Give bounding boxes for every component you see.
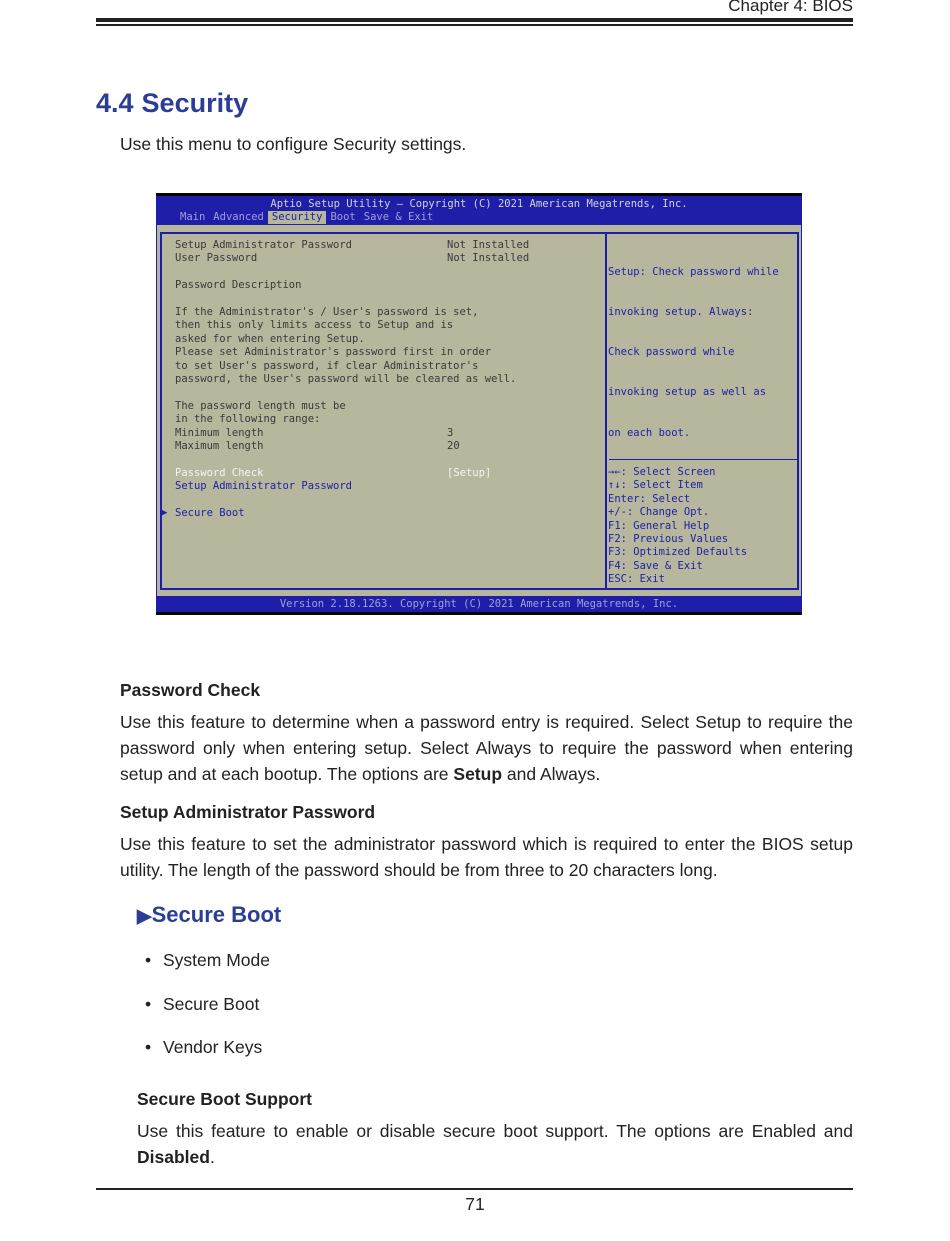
bios-footer: Version 2.18.1263. Copyright (C) 2021 American Megatrends, Inc. (279, 598, 679, 610)
bios-menu-bar (176, 211, 437, 224)
description-line: If the Administrator's / User's password is set, (175, 306, 479, 318)
password-description-heading: Password Description (175, 279, 302, 292)
description-line: to set User's password, if clear Administrator's (175, 359, 479, 372)
key-hint: →←: Select Screen (608, 466, 716, 478)
password-check-value[interactable]: [Setup] (447, 466, 492, 479)
key-hint: F1: General Help (608, 519, 710, 532)
setup-admin-password-item[interactable]: Setup Administrator Password (175, 480, 353, 493)
bios-screenshot (156, 193, 802, 615)
submenu-arrow-icon: ▶ (162, 508, 168, 518)
password-check-text: Use this feature to determine when a password entry is required. Select Setup to require the password only when entering setup. Select Always to require the password when entering setup and at each bootup. The options are (120, 712, 853, 784)
secure-boot-item[interactable]: Secure Boot (175, 507, 245, 519)
password-check-paragraph (120, 709, 853, 787)
secure-boot-title-text: Secure Boot (151, 902, 282, 927)
list-item: • Vendor Keys (145, 1037, 270, 1081)
key-hint: F3: Optimized Defaults (608, 546, 748, 559)
user-password-status: Not Installed (447, 252, 530, 265)
secure-boot-support-default: Disabled (137, 1147, 210, 1167)
setup-admin-heading: Setup Administrator Password (120, 802, 376, 822)
bios-title: Aptio Setup Utility – Copyright (C) 2021 American Megatrends, Inc. (270, 198, 688, 210)
help-line: Setup: Check password while (608, 265, 779, 278)
header-rule-thin (96, 24, 853, 26)
bios-key-legend (608, 466, 747, 587)
description-line: asked for when entering Setup. (175, 332, 365, 345)
length-line: The password length must be (175, 399, 346, 412)
key-hint: ESC: Exit (608, 573, 665, 586)
bios-menu-save-exit[interactable]: Save & Exit (363, 211, 434, 223)
header-rule (96, 18, 853, 22)
section-intro: Use this menu to configure Security settings. (120, 134, 467, 154)
setup-admin-paragraph: Use this feature to set the administrator password which is required to enter the BIOS setup utility. The length of the password should be from three to 20 characters long. (120, 834, 853, 880)
admin-password-label: Setup Administrator Password (175, 239, 353, 251)
list-item: • System Mode (145, 950, 270, 994)
section-title (96, 88, 248, 119)
bios-divider (605, 232, 607, 590)
password-check-default: Setup (453, 764, 503, 784)
key-hint: Enter: Select (608, 492, 691, 505)
key-hint: F4: Save & Exit (608, 559, 703, 572)
minimum-length-value: 3 (447, 426, 454, 439)
help-line: invoking setup as well as (608, 386, 767, 399)
maximum-length-value: 20 (447, 440, 460, 452)
user-password-label: User Password (175, 252, 258, 265)
password-check-heading: Password Check (120, 680, 261, 700)
password-check-text-end: and Always. (502, 764, 601, 784)
bios-menu-main[interactable]: Main (180, 211, 206, 223)
secure-boot-title (137, 902, 281, 928)
bios-help-text (608, 239, 779, 467)
key-hint: +/-: Change Opt. (608, 506, 710, 519)
section-title-text: Security (141, 88, 249, 118)
help-line: invoking setup. Always: (608, 306, 754, 319)
bios-menu-boot[interactable]: Boot (330, 211, 356, 223)
page-number: 71 (465, 1194, 485, 1214)
secure-boot-support-heading: Secure Boot Support (137, 1089, 313, 1109)
description-line: Please set Administrator's password first in order (175, 346, 492, 359)
section-number: 4.4 (96, 88, 134, 118)
help-line: Check password while (608, 346, 735, 359)
description-line: then this only limits access to Setup and is (175, 319, 454, 332)
secure-boot-support-text: Use this feature to enable or disable secure boot support. The options are Enabled and (137, 1121, 853, 1141)
bios-menu-advanced[interactable]: Advanced (213, 211, 264, 223)
minimum-length-label: Minimum length (175, 426, 264, 439)
key-hint: F2: Previous Values (608, 533, 729, 546)
description-line: password, the User's password will be cleared as well. (175, 373, 517, 385)
length-line: in the following range: (175, 413, 321, 426)
bios-body (157, 225, 801, 596)
submenu-arrow-icon: ▶ (137, 906, 152, 927)
secure-boot-support-paragraph (137, 1118, 853, 1170)
maximum-length-label: Maximum length (175, 440, 264, 452)
list-item: • Secure Boot (145, 994, 270, 1038)
help-line: on each boot. (608, 426, 691, 439)
chapter-header: Chapter 4: BIOS (728, 0, 853, 15)
admin-password-status: Not Installed (447, 239, 530, 251)
password-check-item[interactable]: Password Check (175, 466, 264, 479)
key-hint: ↑↓: Select Item (608, 479, 703, 492)
bios-menu-security[interactable]: Security (268, 211, 327, 224)
secure-boot-support-text-end: . (209, 1147, 215, 1167)
footer-rule (96, 1188, 853, 1190)
secure-boot-list (145, 950, 270, 1081)
